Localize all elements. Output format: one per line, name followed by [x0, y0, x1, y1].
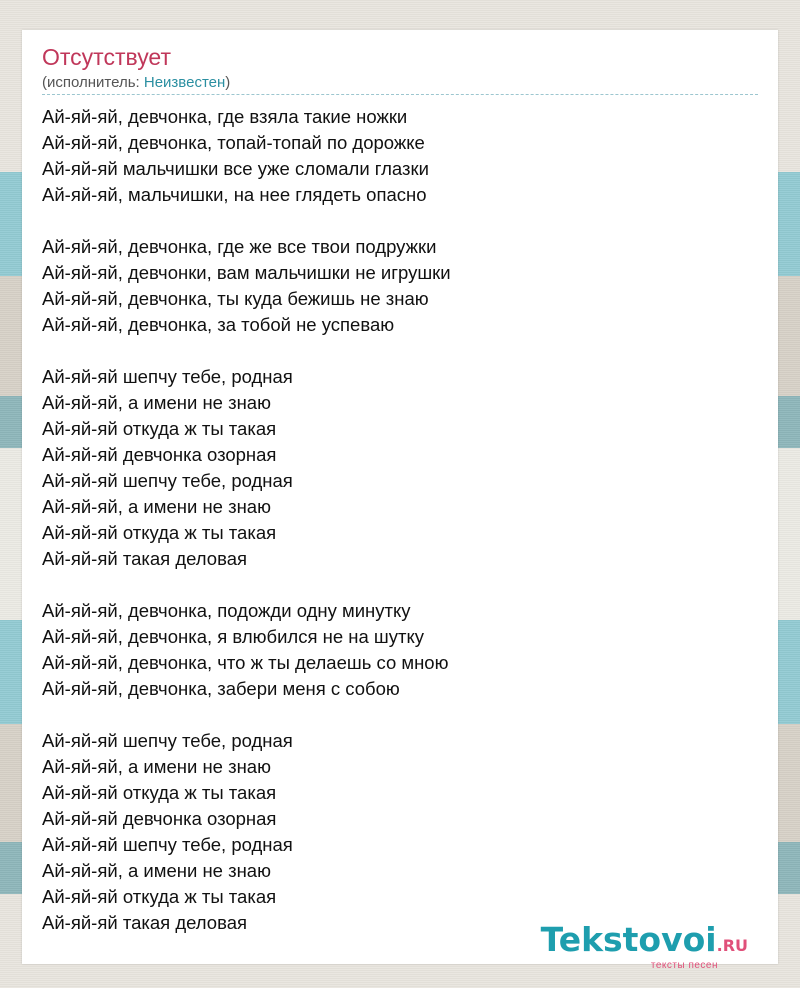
stanza-break [42, 572, 451, 598]
lyric-line: Ай-яй-яй такая деловая [42, 912, 248, 933]
lyric-line: Ай-яй-яй девчонка озорная [42, 444, 277, 465]
lyric-line: Ай-яй-яй, девчонка, что ж ты делаешь со мною [42, 652, 449, 673]
divider [42, 94, 758, 95]
lyric-line: Ай-яй-яй, девчонка, я влюбился не на шутку [42, 626, 425, 647]
lyric-line: Ай-яй-яй, девчонка, ты куда бежишь не знаю [42, 288, 429, 309]
artist-prefix: (исполнитель: [42, 74, 144, 91]
lyric-line: Ай-яй-яй откуда ж ты такая [42, 886, 277, 907]
lyric-line: Ай-яй-яй, девчонка, подожди одну минутку [42, 600, 411, 621]
lyric-line: Ай-яй-яй, девчонки, вам мальчишки не игрушки [42, 262, 451, 283]
lyrics-text [42, 104, 451, 936]
logo-tagline: тексты песен [650, 960, 718, 971]
lyric-line: Ай-яй-яй шепчу тебе, родная [42, 470, 293, 491]
artist-link[interactable]: Неизвестен [143, 74, 226, 91]
lyric-line: Ай-яй-яй, девчонка, где взяла такие ножки [42, 106, 408, 127]
lyrics-card [22, 30, 778, 971]
lyric-line: Ай-яй-яй, а имени не знаю [42, 756, 271, 777]
lyric-line: Ай-яй-яй, девчонка, топай-топай по дорожке [42, 132, 425, 153]
lyric-line: Ай-яй-яй откуда ж ты такая [42, 782, 277, 803]
lyric-line: Ай-яй-яй, а имени не знаю [42, 860, 271, 881]
artist-suffix: ) [225, 74, 231, 91]
lyric-line: Ай-яй-яй шепчу тебе, родная [42, 834, 293, 855]
lyric-line: Ай-яй-яй, девчонка, за тобой не успеваю [42, 314, 395, 335]
logo-tld: .RU [716, 936, 748, 955]
site-logo[interactable] [541, 922, 748, 971]
lyric-line: Ай-яй-яй такая деловая [42, 548, 248, 569]
lyric-line: Ай-яй-яй шепчу тебе, родная [42, 730, 293, 751]
logo-name: Tekstovoi [540, 920, 717, 959]
lyric-line: Ай-яй-яй, девчонка, забери меня с собою [42, 678, 400, 699]
lyric-line: Ай-яй-яй девчонка озорная [42, 808, 277, 829]
lyric-line: Ай-яй-яй, а имени не знаю [42, 496, 271, 517]
stanza-break [42, 338, 451, 364]
lyric-line: Ай-яй-яй откуда ж ты такая [42, 418, 277, 439]
song-title: Отсутствует [42, 44, 171, 70]
artist-line [42, 73, 230, 93]
lyric-line: Ай-яй-яй, девчонка, где же все твои подружки [42, 236, 437, 257]
stanza-break [42, 208, 451, 234]
lyric-line: Ай-яй-яй шепчу тебе, родная [42, 366, 293, 387]
lyric-line: Ай-яй-яй мальчишки все уже сломали глазки [42, 158, 429, 179]
lyric-line: Ай-яй-яй откуда ж ты такая [42, 522, 277, 543]
stanza-break [42, 702, 451, 728]
lyric-line: Ай-яй-яй, а имени не знаю [42, 392, 271, 413]
lyric-line: Ай-яй-яй, мальчишки, на нее глядеть опасно [42, 184, 427, 205]
